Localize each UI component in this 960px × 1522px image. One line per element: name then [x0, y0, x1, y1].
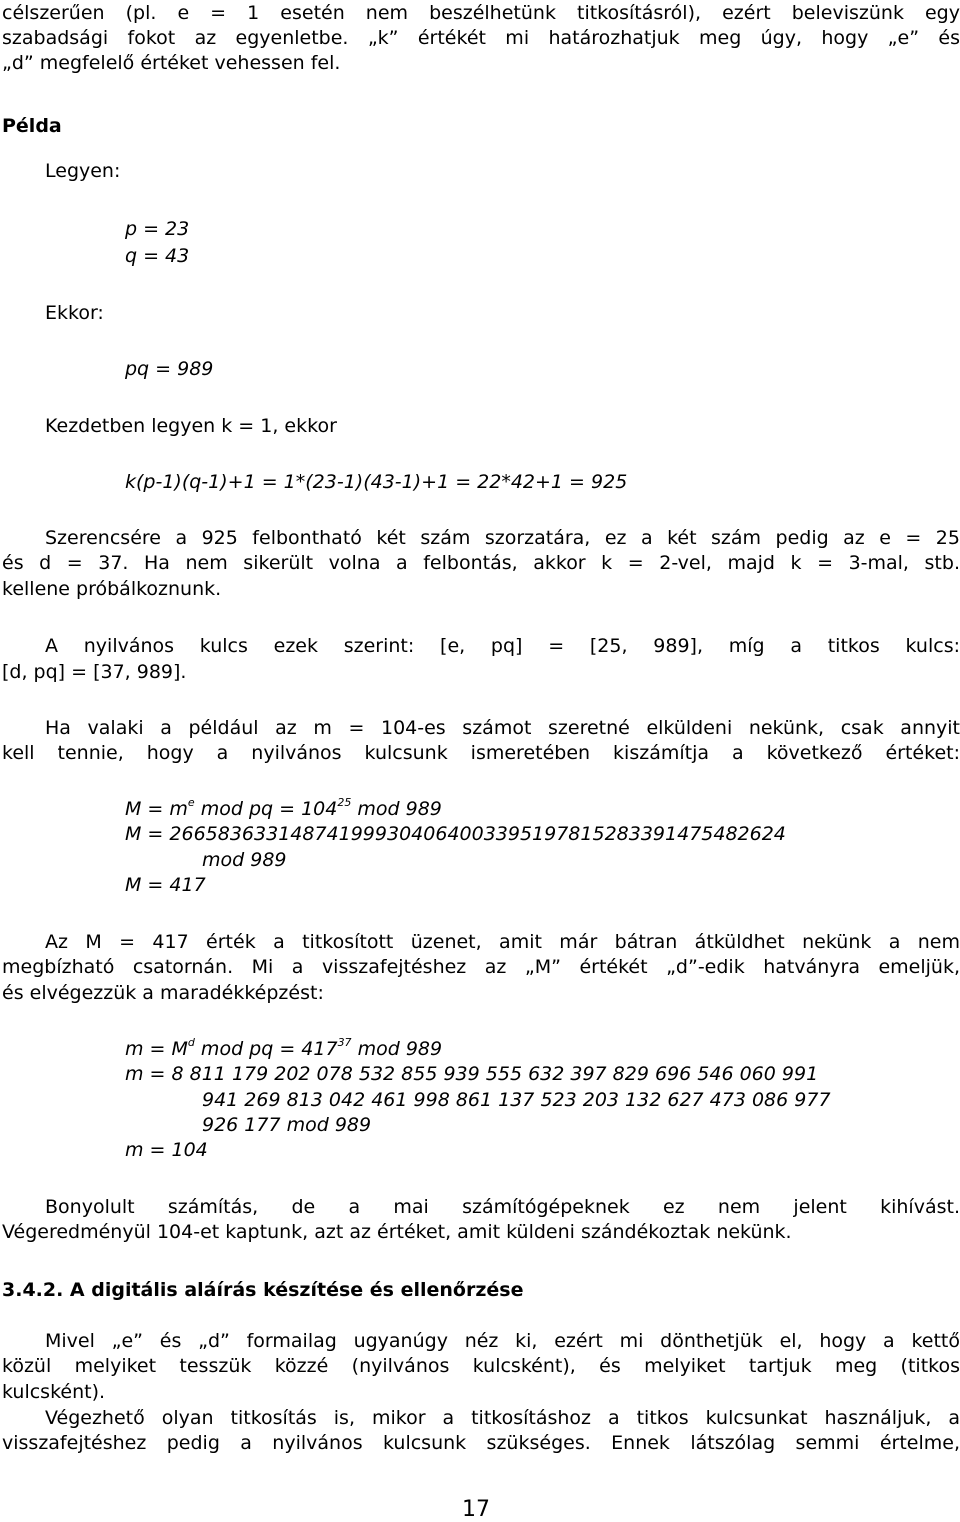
cipher-line-3: és elvégezzük a maradékképzést: — [2, 982, 324, 1004]
sign-line-3: kulcsként). — [2, 1381, 106, 1403]
let-label: Legyen: — [45, 160, 121, 182]
factor-line-3: kellene próbálkoznunk. — [2, 578, 222, 600]
keys-line-1: A nyilvános kulcs ezek szerint: [e, pq] = [25, 989], míg a titkos kulcs: — [45, 635, 960, 657]
send-line-2: kell tennie, hogy a nyilvános kulcsunk ismeretében kiszámítja a következő értéket: — [2, 742, 960, 764]
factor-line-1: Szerencsére a 925 felbontható két szám szorzatára, ez a két szám pedig az e = 25 — [45, 527, 960, 549]
sign-line-2: közül melyiket tesszük közzé (nyilvános kulcsként), és melyiket tartjuk meg (titkos — [2, 1355, 960, 1377]
dec-formula-5: m = 104 — [125, 1139, 208, 1161]
dec-formula-1: $m = M^d$ mod pq = $417^{37}$ mod 989 — [125, 1036, 443, 1060]
result-line-2: Végeredményül 104-et kaptunk, azt az értéket, amit küldeni szándékoztak nekünk. — [2, 1221, 792, 1243]
section-heading: 3.4.2. A digitális aláírás készítése és ellenőrzése — [2, 1279, 524, 1301]
intro-line-1: célszerűen (pl. e = 1 esetén nem beszélhetünk titkosításról), ezért beleviszünk egy — [2, 2, 960, 24]
enc-formula-3: mod 989 — [202, 849, 287, 871]
enc-formula-1: $M = m^e$ mod pq = $104^{25}$ mod 989 — [125, 796, 442, 820]
enc-formula-2: M = 266583633148741999304064003395197815283391475482624 — [125, 823, 786, 845]
page-number: 17 — [462, 1497, 490, 1522]
intro-line-3: „d” megfelelő értéket vehessen fel. — [2, 52, 341, 74]
reverse-line-2: visszafejtéshez pedig a nyilvános kulcsunk szükséges. Ennek látszólag semmi értelme, — [2, 1432, 960, 1454]
sign-line-1: Mivel „e” és „d” formailag ugyanúgy néz ki, ezért mi dönthetjük el, hogy a kettő — [45, 1330, 960, 1352]
formula-p: p = 23 — [125, 218, 190, 240]
formula-pq: pq = 989 — [125, 358, 214, 380]
cipher-line-1: Az M = 417 érték a titkosított üzenet, amit már bátran átküldhet nekünk a nem — [45, 931, 960, 953]
send-line-1: Ha valaki a például az m = 104-es számot szeretné elküldeni nekünk, csak annyit — [45, 717, 960, 739]
cipher-line-2: megbízható csatornán. Mi a visszafejtéshez az „M” értékét „d”-edik hatványra emeljük, — [2, 956, 960, 978]
dec-formula-4: 926 177 mod 989 — [202, 1114, 372, 1136]
dec-formula-2: m = 8 811 179 202 078 532 855 939 555 632 397 829 696 546 060 991 — [125, 1063, 819, 1085]
reverse-line-1: Végezhető olyan titkosítás is, mikor a titkosításhoz a titkos kulcsunkat használjuk, a — [45, 1407, 960, 1429]
result-line-1: Bonyolult számítás, de a mai számítógépeknek ez nem jelent kihívást. — [45, 1196, 960, 1218]
then-label: Ekkor: — [45, 302, 104, 324]
factor-line-2: és d = 37. Ha nem sikerült volna a felbontás, akkor k = 2-vel, majd k = 3-mal, stb. — [2, 552, 960, 574]
keys-line-2: [d, pq] = [37, 989]. — [2, 661, 187, 683]
example-heading: Példa — [2, 115, 62, 137]
intro-line-2: szabadsági fokot az egyenletbe. „k” értékét mi határozhatjuk meg úgy, hogy „e” és — [2, 27, 960, 49]
formula-k: k(p-1)(q-1)+1 = 1*(23-1)(43-1)+1 = 22*42+1 = 925 — [125, 471, 628, 493]
initially-text: Kezdetben legyen k = 1, ekkor — [45, 415, 337, 437]
enc-formula-4: M = 417 — [125, 874, 206, 896]
dec-formula-3: 941 269 813 042 461 998 861 137 523 203 132 627 473 086 977 — [202, 1089, 831, 1111]
formula-q: q = 43 — [125, 245, 190, 267]
